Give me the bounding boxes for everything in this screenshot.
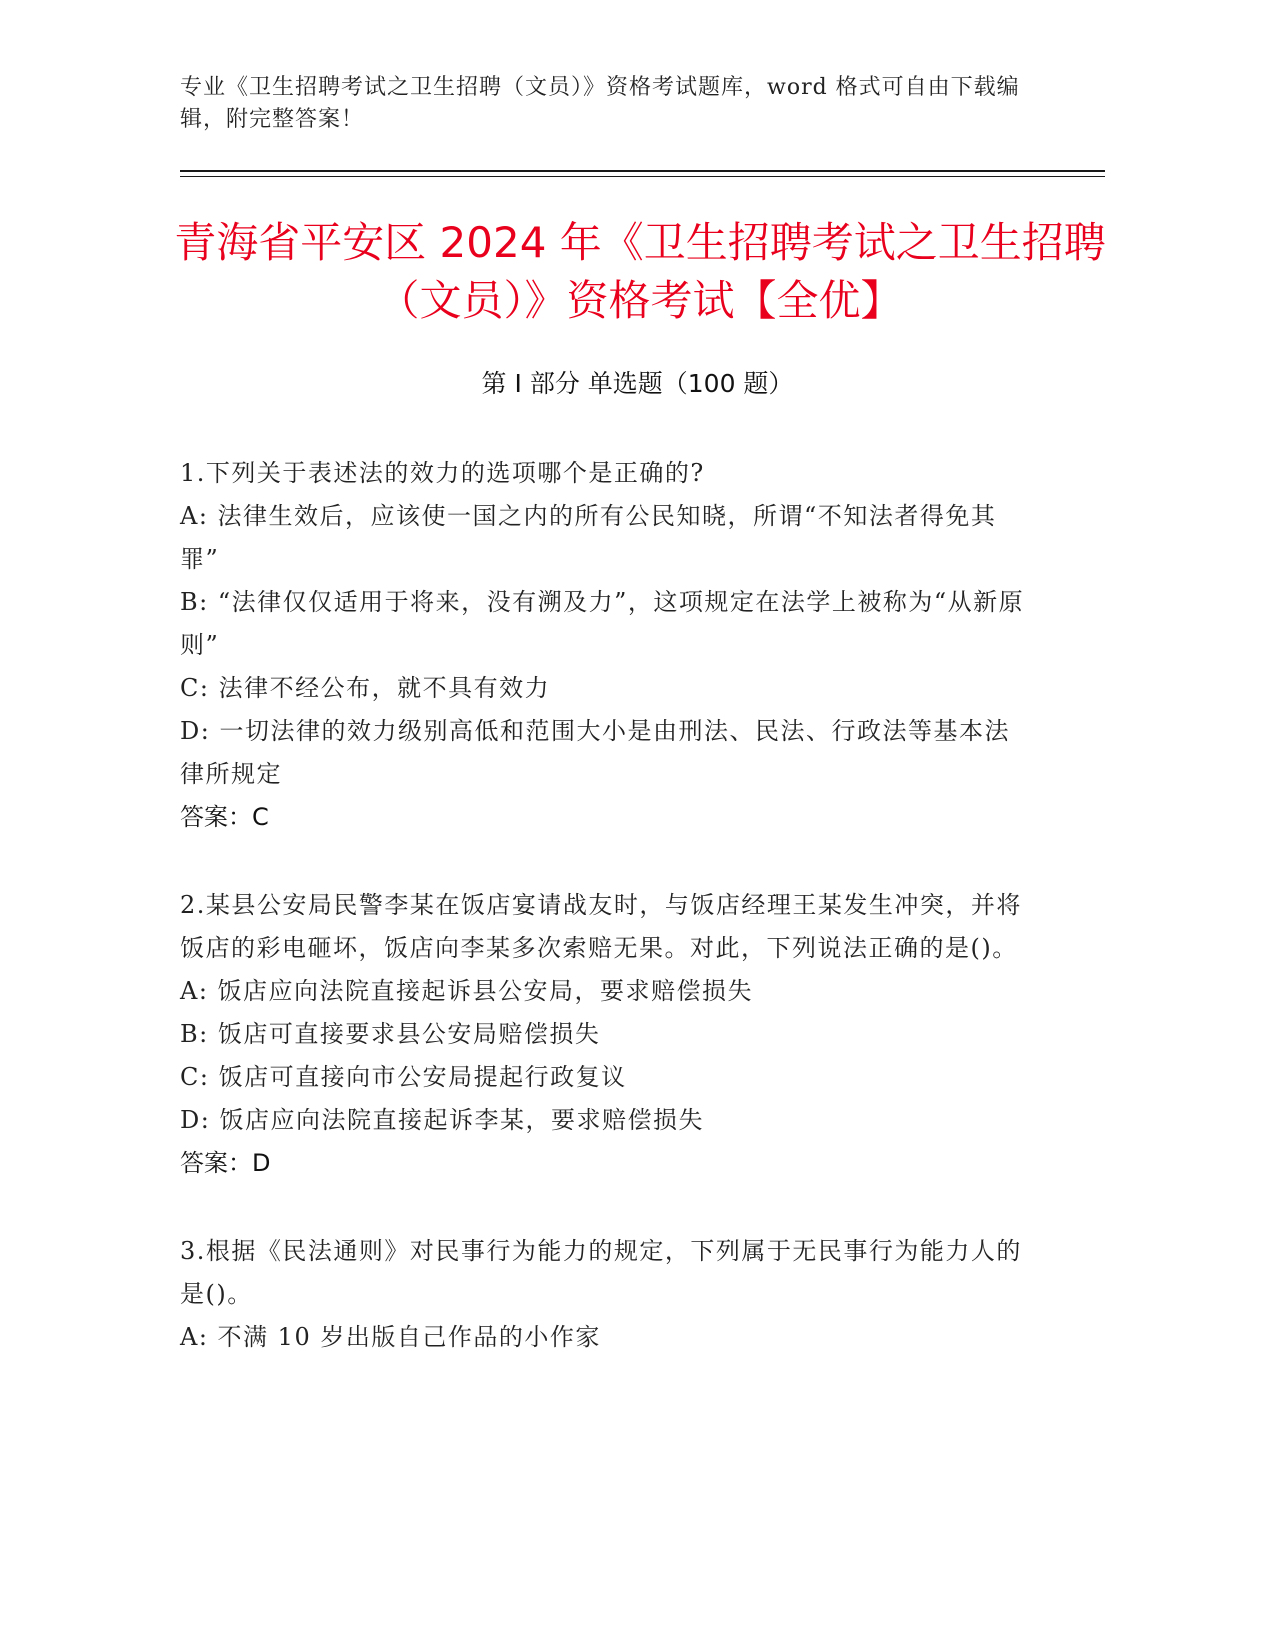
option-a: A: 饭店应向法院直接起诉县公安局，要求赔偿损失 [180,977,754,1005]
option-b: B: 饭店可直接要求县公安局赔偿损失 [180,1020,601,1048]
question-1 [180,452,1030,839]
question-list [180,452,1030,1404]
question-2 [180,884,1030,1185]
document-title: 青海省平安区 2024 年《卫生招聘考试之卫生招聘（文员）》资格考试【全优】 [174,218,1106,325]
question-stem: 1.下列关于表述法的效力的选项哪个是正确的? [180,459,705,487]
option-a: A: 法律生效后，应该使一国之内的所有公民知晓，所谓“不知法者得免其罪” [180,502,997,573]
answer-line: 答案：C [180,803,269,831]
section-heading: 第 I 部分 单选题（100 题） [481,369,794,398]
question-stem: 2.某县公安局民警李某在饭店宴请战友时，与饭店经理王某发生冲突，并将饭店的彩电砸坏，饭店向李某多次索赔无果。对此，下列说法正确的是()。 [180,891,1022,962]
option-c: C: 饭店可直接向市公安局提起行政复议 [180,1063,627,1091]
option-c: C: 法律不经公布，就不具有效力 [180,674,551,702]
question-3 [180,1230,1030,1359]
option-d: D: 饭店应向法院直接起诉李某，要求赔偿损失 [180,1106,704,1134]
option-a: A: 不满 10 岁出版自己作品的小作家 [180,1323,601,1351]
option-b: B: “法律仅仅适用于将来，没有溯及力”，这项规定在法学上被称为“从新原则” [180,588,1025,659]
header-divider-thin [180,176,1105,177]
header-note: 专业《卫生招聘考试之卫生招聘（文员）》资格考试题库，word 格式可自由下载编辑，附完整答案！ [180,75,1020,132]
header-divider-thick [180,170,1105,172]
answer-line: 答案：D [180,1149,271,1177]
question-stem: 3.根据《民法通则》对民事行为能力的规定，下列属于无民事行为能力人的是()。 [180,1237,1022,1308]
option-d: D: 一切法律的效力级别高低和范围大小是由刑法、民法、行政法等基本法律所规定 [180,717,1010,788]
